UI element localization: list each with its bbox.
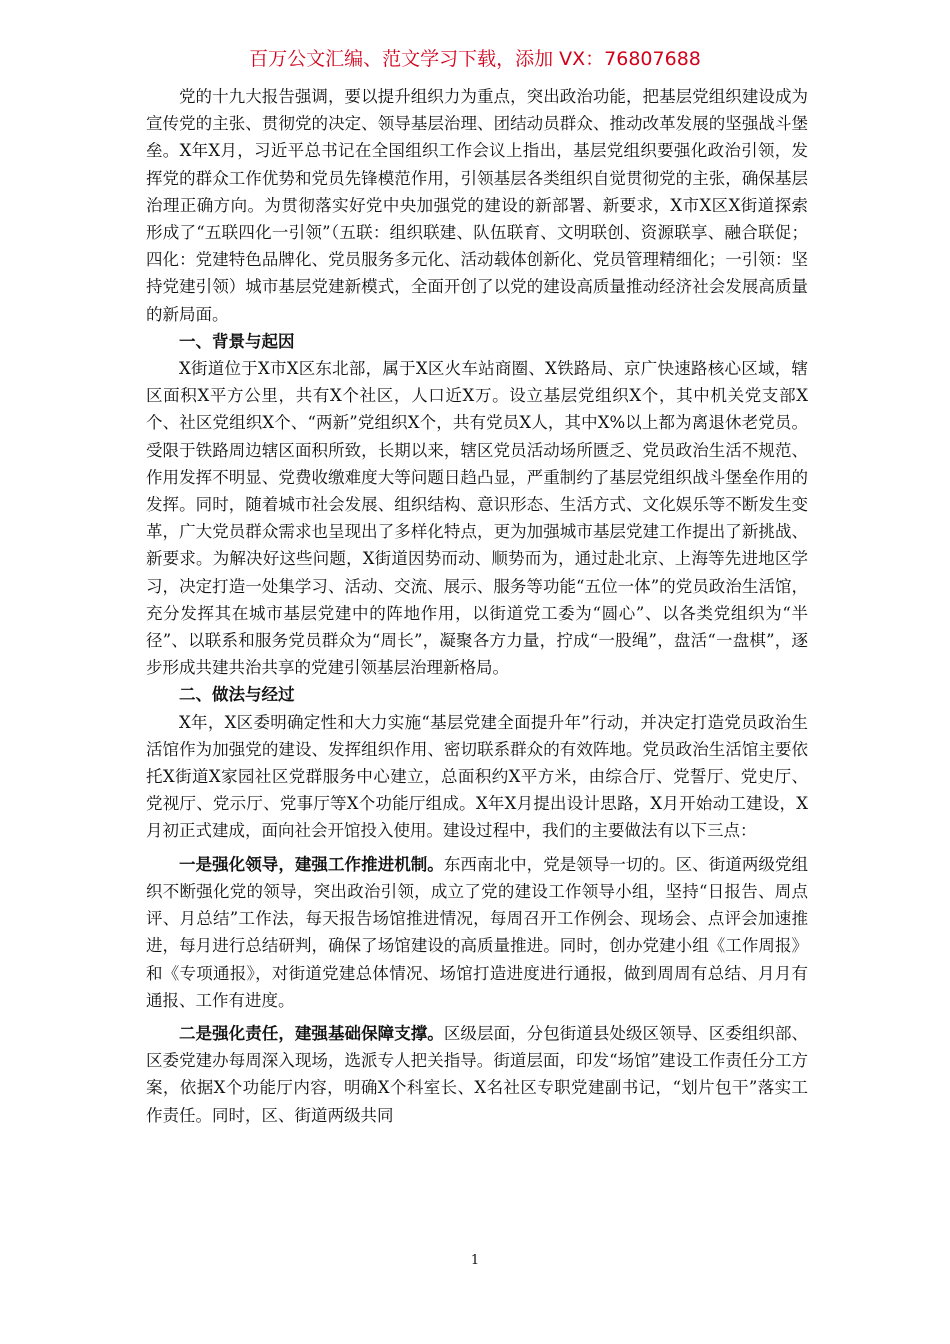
point-one-text: 东西南北中，党是领导一切的。区、街道两级党组织不断强化党的领导，突出政治引领，成立了党的建设工作领导小组，坚持“日报告、周点评、月总结”工作法，每天报告场馆推进情况，每周召开工作例会、现场会、点评会加速推进，每月进行总结研判，确保了场馆建设的高质量推进。同时，创办党建小组《工作周报》和《专项通报》，对街道党建总体情况、场馆打造进度进行通报，做到周周有总结、月月有通报、工作有进度。 xyxy=(146,854,809,1010)
point-two-text: 区级层面，分包街道县处级区领导、区委组织部、区委党建办每周深入现场，选派专人把关指导。街道层面，印发“场馆”建设工作责任分工方案，依据X个功能厅内容，明确X个科室长、X名社区专职党建副书记，“划片包干”落实工作责任。同时，区、街道两级共同 xyxy=(146,1023,809,1125)
practice-paragraph: X年，X区委明确定性和大力实施“基层党建全面提升年”行动，并决定打造党员政治生活馆作为加强党的建设、发挥组织作用、密切联系群众的有效阵地。党员政治生活馆主要依托X街道X家园社区党群服务中心建立，总面积约X平方米，由综合厅、党誓厅、党史厅、党视厅、党示厅、党事厅等X个功能厅组成。X年X月提出设计思路，X月开始动工建设，X月初正式建成，面向社会开馆投入使用。建设过程中，我们的主要做法有以下三点： xyxy=(146,712,808,841)
point-one-title: 一是强化领导，建强工作推进机制。 xyxy=(179,854,444,874)
point-two-title: 二是强化责任，建强基础保障支撑。 xyxy=(179,1023,444,1043)
document-body xyxy=(146,83,808,1129)
intro-paragraph: 党的十九大报告强调，要以提升组织力为重点，突出政治功能，把基层党组织建设成为宣传党的主张、贯彻党的决定、领导基层治理、团结动员群众、推动改革发展的坚强战斗堡垒。X年X月，习近平总书记在全国组织工作会议上指出，基层党组织要强化政治引领，发挥党的群众工作优势和党员先锋模范作用，引领基层各类组织自觉贯彻党的主张，确保基层治理正确方向。为贯彻落实好党中央加强党的建设的新部署、新要求，X市X区X街道探索形成了“五联四化一引领”（五联：组织联建、队伍联育、文明联创、资源联享、融合联促；四化：党建特色品牌化、党员服务多元化、活动载体创新化、党员管理精细化；一引领：坚持党建引领）城市基层党建新模式，全面开创了以党的建设高质量推动经济社会发展高质量的新局面。 xyxy=(146,87,808,324)
background-paragraph: X街道位于X市X区东北部，属于X区火车站商圈、X铁路局、京广快速路核心区域，辖区面积X平方公里，共有X个社区，人口近X万。设立基层党组织X个，其中机关党支部X个、社区党组织X个、“两新”党组织X个，共有党员X人，其中X%以上都为离退休老党员。受限于铁路周边辖区面积所致，长期以来，辖区党员活动场所匮乏、党员政治生活不规范、作用发挥不明显、党费收缴难度大等问题日趋凸显，严重制约了基层党组织战斗堡垒作用的发挥。同时，随着城市社会发展、组织结构、意识形态、生活方式、文化娱乐等不断发生变革，广大党员群众需求也呈现出了多样化特点，更为加强城市基层党建工作提出了新挑战、新要求。为解决好这些问题，X街道因势而动、顺势而为，通过赴北京、上海等先进地区学习，决定打造一处集学习、活动、交流、展示、服务等功能“五位一体”的党员政治生活馆，充分发挥其在城市基层党建中的阵地作用，以街道党工委为“圆心”、以各类党组织为“半径”、以联系和服务党员群众为“周长”，凝聚各方力量，拧成“一股绳”，盘活“一盘棋”，逐步形成共建共治共享的党建引领基层治理新格局。 xyxy=(146,359,808,678)
page-number: 1 xyxy=(470,1253,480,1268)
section-heading-practice: 二、做法与经过 xyxy=(179,685,295,705)
header-banner: 百万公文汇编、范文学习下载，添加 VX：76807688 xyxy=(249,48,701,70)
point-one-paragraph xyxy=(146,851,808,1014)
point-two-paragraph xyxy=(146,1020,808,1129)
section-heading-background: 一、背景与起因 xyxy=(179,331,295,351)
